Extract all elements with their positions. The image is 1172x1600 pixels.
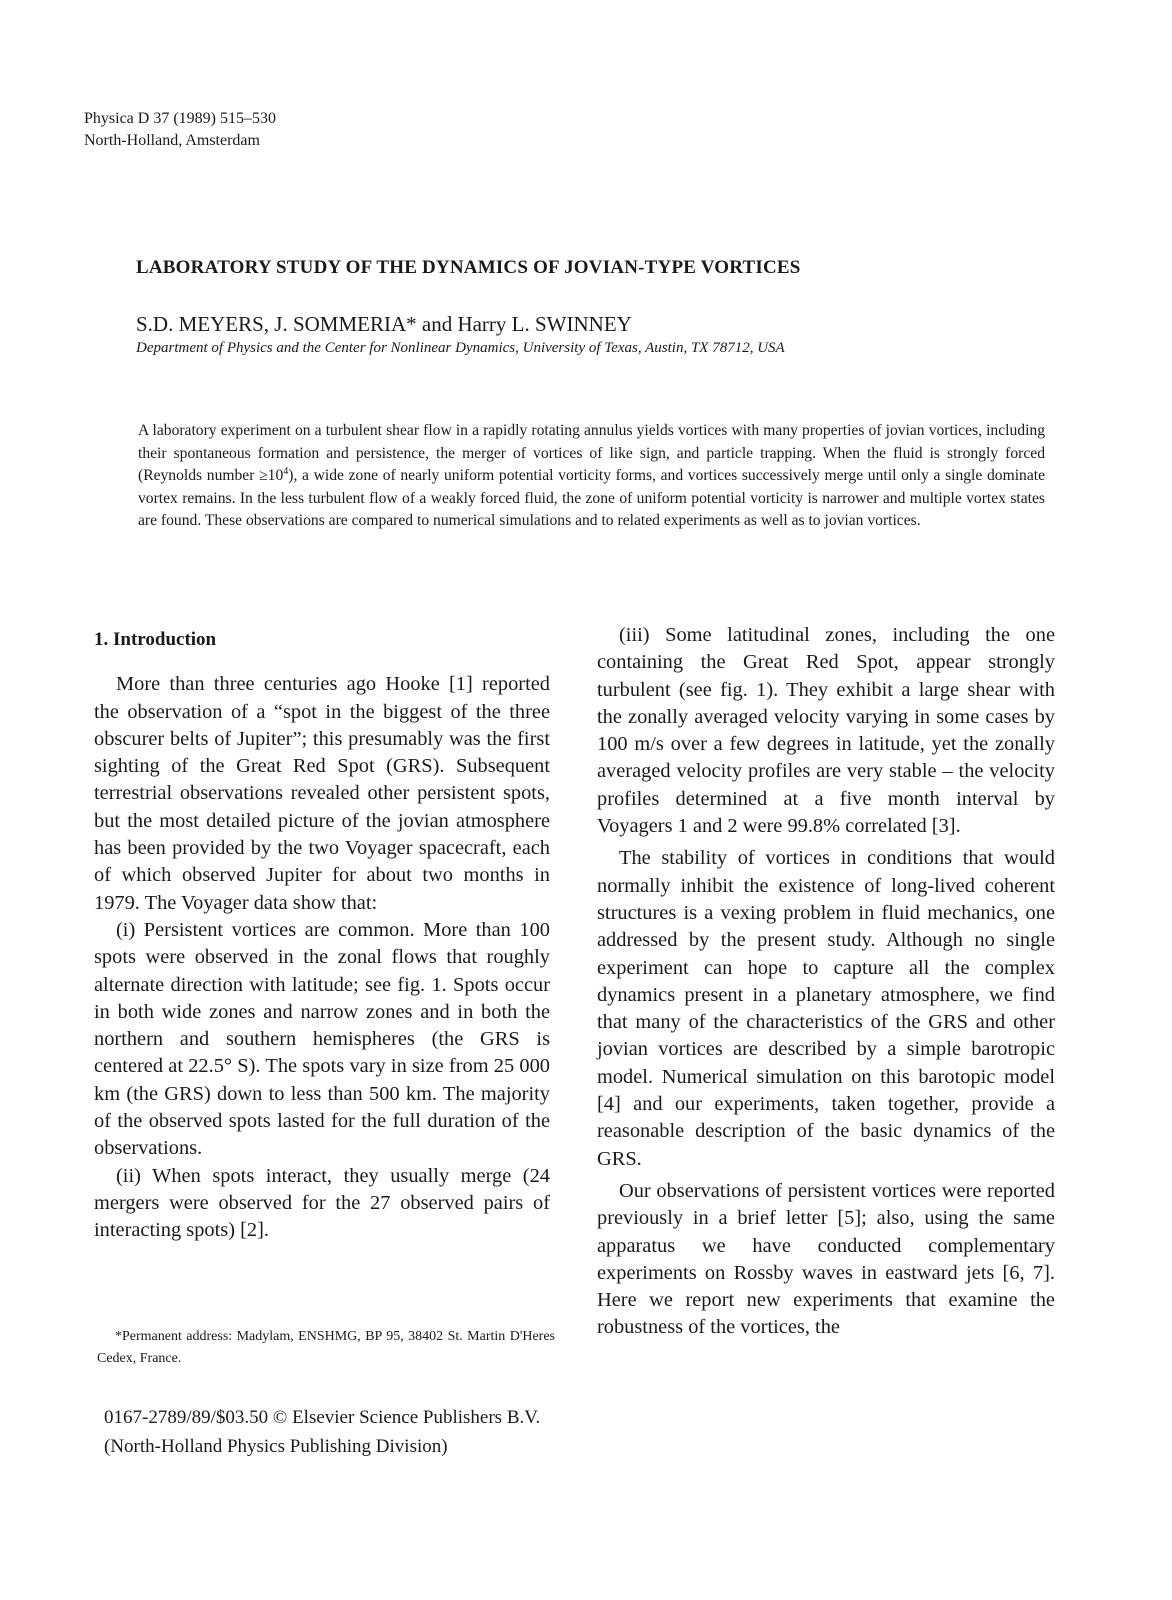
publisher-info-line-1: 0167-2789/89/$03.50 © Elsevier Science Publishers B.V.	[104, 1407, 541, 1428]
right-paragraph-3: Our observations of persistent vortices were reported previously in a brief letter [5]; also, using the same apparatus we have conducted complementary experiments on Rossby waves in eastward jets [6, 7]. Here we report new experiments that examine the robustness of the vortices, the	[597, 1179, 1055, 1339]
author-affiliation: Department of Physics and the Center for Nonlinear Dynamics, University of Texas, Austin, TX 78712, USA	[136, 340, 785, 356]
footnote-permanent-address: *Permanent address: Madylam, ENSHMG, BP 95, 38402 St. Martin D'Heres Cedex, France.	[97, 1329, 555, 1366]
intro-paragraph-3: (ii) When spots interact, they usually merge (24 mergers were observed for the 27 observed pairs of interacting spots) [2].	[94, 1164, 550, 1242]
paper-title: LABORATORY STUDY OF THE DYNAMICS OF JOVIAN-TYPE VORTICES	[136, 257, 801, 278]
publisher-info-line-2: (North-Holland Physics Publishing Division)	[104, 1436, 448, 1457]
right-paragraph-2: The stability of vortices in conditions that would normally inhibit the existence of long-lived coherent structures is a vexing problem in fluid mechanics, one addressed by the present study. Although no single experiment can hope to capture all the complex dynamics present in a planetary atmosphere, we find that many of the characteristics of the GRS and other jovian vortices are described by a simple barotropic model. Numerical simulation on this barotopic model [4] and our experiments, taken together, provide a reasonable description of the basic dynamics of the GRS.	[597, 847, 1055, 1170]
abstract	[138, 420, 1045, 533]
abstract-part-1: A laboratory experiment on a turbulent shear flow in a rapidly rotating annulus yields vortices with many properties of jovian vortices, including their spontaneous formation and persistence, the merger of vortices of like sign, and particle trapping. When the fluid is strongly forced (Reynolds number ≥10	[138, 422, 1045, 484]
paper-authors: S.D. MEYERS, J. SOMMERIA* and Harry L. SWINNEY	[136, 312, 632, 336]
right-column	[597, 622, 1055, 1342]
journal-citation: Physica D 37 (1989) 515–530	[84, 110, 276, 127]
abstract-exponent: 4	[283, 465, 289, 477]
publisher-info	[104, 1403, 540, 1461]
journal-publisher-line: North-Holland, Amsterdam	[84, 132, 260, 149]
section-heading-introduction: 1. Introduction	[94, 629, 217, 650]
abstract-part-2: ), a wide zone of nearly uniform potential vorticity forms, and vortices successively merge until only a single dominate vortex remains. In the less turbulent flow of a weakly forced fluid, the zone of uniform potential vorticity is narrower and multiple vortex states are found. These observations are compared to numerical simulations and to related experiments as well as to jovian vortices.	[138, 467, 1046, 529]
journal-header	[84, 108, 276, 152]
intro-paragraph-2: (i) Persistent vortices are common. More than 100 spots were observed in the zonal flows that roughly alternate direction with latitude; see fig. 1. Spots occur in both wide zones and narrow zones and in both the northern and southern hemispheres (the GRS is centered at 22.5° S). The spots vary in size from 25 000 km (the GRS) down to less than 500 km. The majority of the observed spots lasted for the full duration of the observations.	[94, 918, 550, 1160]
right-paragraph-1: (iii) Some latitudinal zones, including the one containing the Great Red Spot, appear strongly turbulent (see fig. 1). They exhibit a large shear with the zonally averaged velocity varying in some cases by 100 m/s over a few degrees in latitude, yet the zonally averaged velocity profiles are very stable – the velocity profiles determined at a five month interval by Voyagers 1 and 2 were 99.8% correlated [3].	[597, 624, 1055, 838]
left-column	[94, 622, 550, 1245]
intro-paragraph-1: More than three centuries ago Hooke [1] reported the observation of a “spot in the biggest of the three obscurer belts of Jupiter”; this presumably was the first sighting of the Great Red Spot (GRS). Subsequent terrestrial observations revealed other persistent spots, but the most detailed picture of the jovian atmosphere has been provided by the two Voyager spacecraft, each of which observed Jupiter for about two months in 1979. The Voyager data show that:	[94, 673, 550, 914]
